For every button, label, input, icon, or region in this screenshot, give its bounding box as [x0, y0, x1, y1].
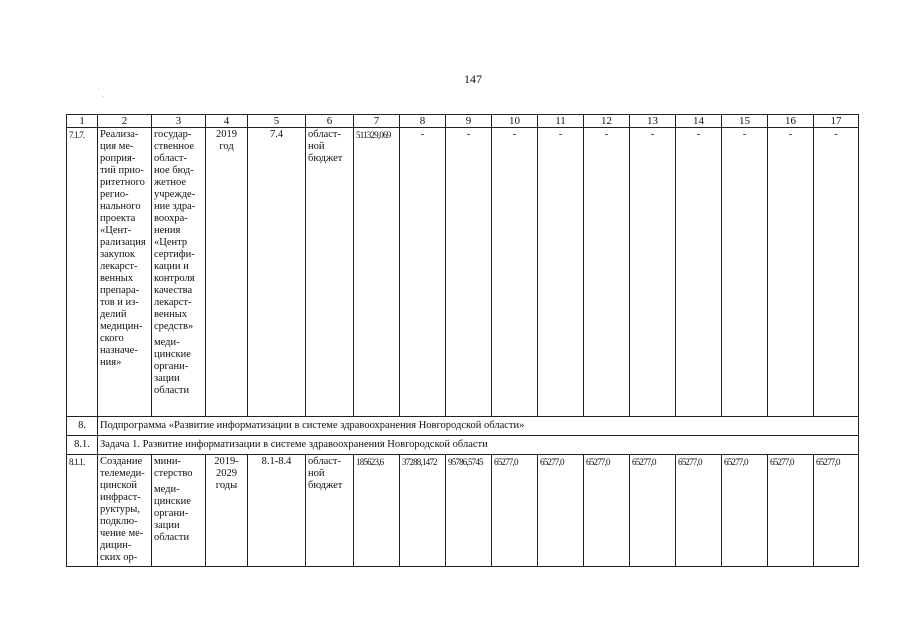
- task-number: 8.1.: [67, 436, 98, 455]
- column-number: 7: [354, 115, 400, 128]
- column-number-row: [67, 115, 859, 128]
- executor-secondary: меди- цинские органи- зации области: [154, 337, 191, 396]
- funding-value: 65277,0: [584, 455, 630, 567]
- section-number: 8.: [67, 417, 98, 436]
- funding-value: 65277,0: [768, 455, 814, 567]
- funding-value: -: [814, 128, 859, 417]
- funding-value: 65277,0: [722, 455, 768, 567]
- executor-primary: мини- стерство: [154, 456, 193, 479]
- subprogram-row: [67, 417, 859, 436]
- funding-source: област- ной бюджет: [306, 128, 354, 417]
- task-row: [67, 436, 859, 455]
- column-number: 17: [814, 115, 859, 128]
- funding-value: 511329,069: [354, 128, 400, 417]
- funding-source: област- ной бюджет: [306, 455, 354, 567]
- column-number: 1: [67, 115, 98, 128]
- target-indicator: 8.1-8.4: [248, 455, 306, 567]
- funding-value: -: [446, 128, 492, 417]
- funding-value: 37288,1472: [400, 455, 446, 567]
- column-number: 4: [206, 115, 248, 128]
- funding-value: 95786,5745: [446, 455, 492, 567]
- funding-value: 65277,0: [538, 455, 584, 567]
- target-indicator: 7.4: [248, 128, 306, 417]
- column-number: 5: [248, 115, 306, 128]
- funding-value: -: [630, 128, 676, 417]
- funding-value: 65277,0: [492, 455, 538, 567]
- column-number: 2: [98, 115, 152, 128]
- table-row: [67, 455, 859, 567]
- column-number: 14: [676, 115, 722, 128]
- page-number: 147: [464, 72, 482, 86]
- subprogram-title: Подпрограмма «Развитие информатизации в системе здравоохранения Новгородской области»: [98, 417, 859, 436]
- executor-secondary: меди- цинские органи- зации области: [154, 484, 191, 543]
- column-number: 8: [400, 115, 446, 128]
- funding-table: [66, 114, 859, 567]
- funding-value: -: [676, 128, 722, 417]
- column-number: 10: [492, 115, 538, 128]
- table-row: [67, 128, 859, 417]
- column-number: 3: [152, 115, 206, 128]
- implementation-period: 2019 год: [206, 128, 248, 417]
- column-number: 15: [722, 115, 768, 128]
- funding-value: 65277,0: [630, 455, 676, 567]
- funding-value: -: [492, 128, 538, 417]
- funding-value: 65277,0: [814, 455, 859, 567]
- funding-value: -: [584, 128, 630, 417]
- column-number: 12: [584, 115, 630, 128]
- executor-cell: [152, 128, 206, 417]
- funding-value: 65277,0: [676, 455, 722, 567]
- activity-name: Создание телемеди- цинской инфраст- руктуры, подклю- чение ме- дицин- ских ор-: [98, 455, 152, 567]
- scan-speck: [103, 96, 104, 97]
- column-number: 9: [446, 115, 492, 128]
- row-number: 7.1.7.: [67, 128, 98, 417]
- column-number: 6: [306, 115, 354, 128]
- task-title: Задача 1. Развитие информатизации в системе здравоохранения Новгородской области: [98, 436, 859, 455]
- executor-cell: [152, 455, 206, 567]
- funding-value: -: [768, 128, 814, 417]
- funding-value: -: [538, 128, 584, 417]
- column-number: 13: [630, 115, 676, 128]
- scan-speck: [98, 88, 99, 89]
- funding-value: 185623,6: [354, 455, 400, 567]
- funding-value: -: [722, 128, 768, 417]
- activity-name: Реализа- ция ме- роприя- тий прио- ритетного регио- нального проекта «Цент- рализация закупок лекарст- венных препара- тов и из- делий медицин- ского назначе- ния»: [98, 128, 152, 417]
- column-number: 11: [538, 115, 584, 128]
- funding-value: -: [400, 128, 446, 417]
- executor-primary: государ- ственное област- ное бюд- жетное учрежде- ние здра- воохра- нения «Центр сертифи- кации и контроля качества лекарст- венных средств»: [154, 129, 196, 332]
- column-number: 16: [768, 115, 814, 128]
- row-number: 8.1.1.: [67, 455, 98, 567]
- implementation-period: 2019- 2029 годы: [206, 455, 248, 567]
